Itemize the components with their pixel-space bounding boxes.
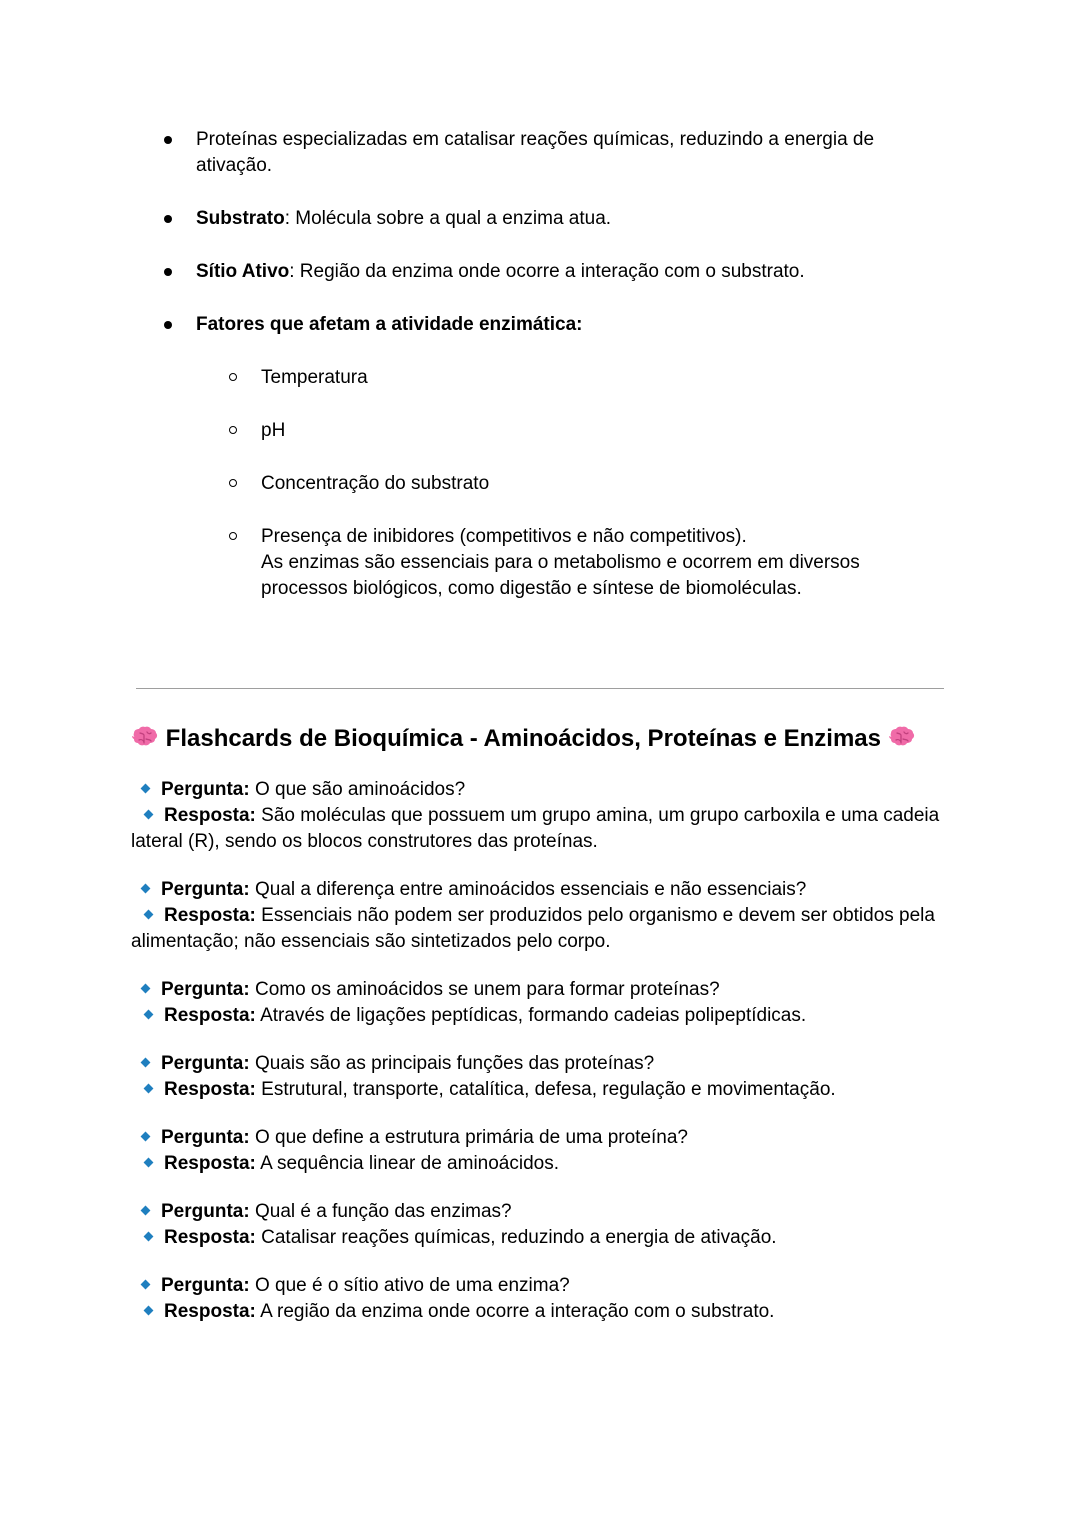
- factor-text: pH: [261, 420, 286, 441]
- answer-label: Resposta:: [164, 1079, 256, 1100]
- answer-text: Estrutural, transporte, catalítica, defesa, regulação e movimentação.: [261, 1079, 836, 1100]
- bullet-text: Proteínas especializadas em catalisar reações químicas, reduzindo a energia de ativação.: [196, 129, 875, 176]
- answer-label: Resposta:: [164, 1153, 256, 1174]
- diamond-icon: [144, 1306, 154, 1316]
- hollow-circle-icon: [229, 426, 237, 434]
- diamond-icon: [141, 784, 151, 794]
- hollow-circle-icon: [229, 479, 237, 487]
- question-text: Qual é a função das enzimas?: [254, 1201, 512, 1222]
- bullet-bold: Fatores que afetam a atividade enzimática:: [196, 314, 583, 335]
- enzyme-bullet-list: [160, 127, 950, 629]
- answer-text: São moléculas que possuem um grupo amina, um grupo carboxila e uma cadeia lateral (R), sendo os blocos construtores das proteínas.: [131, 805, 940, 852]
- diamond-icon: [144, 1158, 154, 1168]
- question-text: O que é o sítio ativo de uma enzima?: [254, 1275, 570, 1296]
- bullet-dot-icon: [164, 215, 172, 223]
- question-text: O que são aminoácidos?: [254, 779, 466, 800]
- bullet-bold: Sítio Ativo: [196, 261, 290, 282]
- list-item: [160, 471, 950, 497]
- question-label: Pergunta:: [161, 1201, 250, 1222]
- question-text: O que define a estrutura primária de uma proteína?: [254, 1127, 688, 1148]
- question-label: Pergunta:: [161, 879, 250, 900]
- diamond-icon: [141, 1058, 151, 1068]
- question-label: Pergunta:: [161, 1127, 250, 1148]
- bullet-text: : Molécula sobre a qual a enzima atua.: [284, 208, 612, 229]
- factors-sublist: [160, 365, 950, 602]
- answer-label: Resposta:: [164, 1227, 256, 1248]
- question-label: Pergunta:: [161, 979, 250, 1000]
- answer-label: Resposta:: [164, 1005, 256, 1026]
- diamond-icon: [141, 1206, 151, 1216]
- answer-text: A sequência linear de aminoácidos.: [260, 1153, 560, 1174]
- list-item: [160, 259, 950, 285]
- flashcard: [131, 1125, 951, 1177]
- bullet-text: : Região da enzima onde ocorre a interação com o substrato.: [289, 261, 805, 282]
- question-label: Pergunta:: [161, 1053, 250, 1074]
- bullet-dot-icon: [164, 136, 172, 144]
- factor-text: Presença de inibidores (competitivos e não competitivos).: [261, 526, 747, 547]
- answer-text: Catalisar reações químicas, reduzindo a energia de ativação.: [261, 1227, 777, 1248]
- diamond-icon: [144, 910, 154, 920]
- factor-text: Temperatura: [261, 367, 368, 388]
- diamond-icon: [141, 1132, 151, 1142]
- question-text: Quais são as principais funções das proteínas?: [254, 1053, 655, 1074]
- question-text: Qual a diferença entre aminoácidos essenciais e não essenciais?: [254, 879, 807, 900]
- flashcards-list: [131, 777, 951, 1347]
- diamond-icon: [144, 1232, 154, 1242]
- question-label: Pergunta:: [161, 1275, 250, 1296]
- diamond-icon: [144, 1010, 154, 1020]
- horizontal-divider: [136, 688, 944, 689]
- answer-text: Através de ligações peptídicas, formando cadeias polipeptídicas.: [260, 1005, 807, 1026]
- list-item: [160, 206, 950, 232]
- list-item: [160, 418, 950, 444]
- bullet-dot-icon: [164, 321, 172, 329]
- factors-note: As enzimas são essenciais para o metabolismo e ocorrem em diversos processos biológicos, como digestão e síntese de biomoléculas.: [261, 552, 860, 599]
- list-item: [160, 312, 950, 602]
- flashcard: [131, 1199, 951, 1251]
- answer-label: Resposta:: [164, 905, 256, 926]
- flashcard: [131, 1051, 951, 1103]
- hollow-circle-icon: [229, 373, 237, 381]
- flashcard: [131, 777, 951, 855]
- flashcards-heading: [131, 722, 931, 756]
- flashcards-title: Flashcards de Bioquímica - Aminoácidos, Proteínas e Enzimas: [165, 725, 881, 752]
- diamond-icon: [141, 984, 151, 994]
- list-item: [160, 365, 950, 391]
- hollow-circle-icon: [229, 532, 237, 540]
- answer-label: Resposta:: [164, 805, 256, 826]
- diamond-icon: [141, 884, 151, 894]
- brain-icon: [131, 726, 159, 750]
- flashcard: [131, 1273, 951, 1325]
- answer-text: A região da enzima onde ocorre a interação com o substrato.: [260, 1301, 775, 1322]
- factor-text: Concentração do substrato: [261, 473, 490, 494]
- answer-label: Resposta:: [164, 1301, 256, 1322]
- flashcard: [131, 977, 951, 1029]
- diamond-icon: [141, 1280, 151, 1290]
- answer-text: Essenciais não podem ser produzidos pelo organismo e devem ser obtidos pela alimentação; não essenciais são sintetizados pelo corpo.: [131, 905, 935, 952]
- flashcard: [131, 877, 951, 955]
- diamond-icon: [144, 810, 154, 820]
- bullet-dot-icon: [164, 268, 172, 276]
- question-text: Como os aminoácidos se unem para formar proteínas?: [254, 979, 720, 1000]
- bullet-bold: Substrato: [196, 208, 285, 229]
- question-label: Pergunta:: [161, 779, 250, 800]
- list-item: [160, 127, 950, 179]
- diamond-icon: [144, 1084, 154, 1094]
- list-item: [160, 524, 950, 602]
- brain-icon: [888, 726, 916, 750]
